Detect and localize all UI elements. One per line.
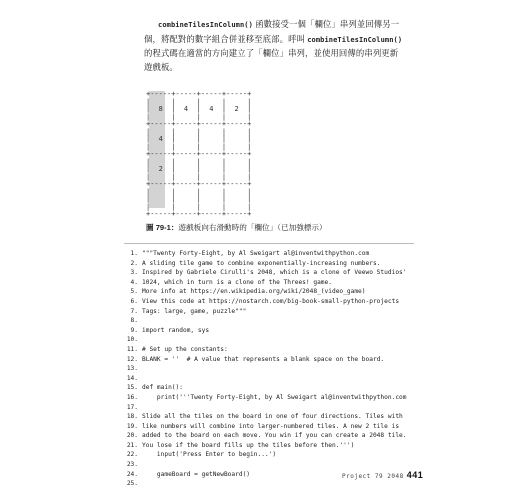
line-text: A sliding tile game to combine exponentially-increasing numbers. xyxy=(142,259,381,267)
code-line xyxy=(124,460,407,470)
line-number: 1. xyxy=(130,250,138,257)
code-line xyxy=(124,479,407,489)
code-line xyxy=(124,355,407,365)
line-text: Inspired by Gabriele Cirulli's 2048, which is a clone of Veewo Studios' xyxy=(142,269,407,277)
line-number: 8. xyxy=(130,317,138,325)
line-text: added to the board on each move. You win if you can create a 2048 tile. xyxy=(142,432,407,440)
line-number: 17. xyxy=(126,403,138,411)
line-text: 1024, which in turn is a clone of the Threes! game. xyxy=(142,278,332,286)
line-text: print('''Twenty Forty-Eight, by Al Sweigart al@inventwithpython.com xyxy=(142,393,407,401)
line-text: """Twenty Forty-Eight, by Al Sweigart al@inventwithpython.com xyxy=(142,250,370,257)
line-number: 7. xyxy=(130,307,138,315)
code-line xyxy=(124,326,407,336)
page-number: 441 xyxy=(406,470,424,480)
code-line xyxy=(124,422,407,432)
code-line xyxy=(124,287,407,297)
line-text: Slide all the tiles on the board in one of four directions. Tiles with xyxy=(142,413,403,421)
line-number: 6. xyxy=(130,297,138,305)
code-line xyxy=(124,450,407,460)
intro-paragraph xyxy=(144,18,406,74)
intro-text: 的程式碼在適當的方向建立了「欄位」串列，並使用回傳的串列更新遊戲板。 xyxy=(144,49,399,72)
code-line xyxy=(124,345,407,355)
ascii-board: +-----+-----+-----+-----+ | | | | | | 8 | 4 | 4 | 2 | | | | | | +-----+-----+-----+-----+ | | | | | | 4 | | | | | | | | | +-----+-----+-----+-----+ | | | | | | 2 | | | | | | | | | +-----+-----+-----+-----+ | | | | | | | | | | | | | | | +-----+-----+-----+-----+ xyxy=(146,90,252,218)
line-text: You lose if the board fills up the tiles before then.''') xyxy=(142,441,355,449)
running-footer: Project 79 2048 xyxy=(342,473,404,480)
line-number: 4. xyxy=(130,278,138,286)
line-number: 5. xyxy=(130,288,138,296)
line-text: def main(): xyxy=(142,384,183,392)
code-line xyxy=(124,307,407,317)
caption-label: 圖 79-1： xyxy=(146,223,179,232)
line-text: View this code at https://nostarch.com/big-book-small-python-projects xyxy=(142,297,400,305)
line-number: 22. xyxy=(126,451,138,459)
line-number: 9. xyxy=(130,326,138,334)
code-line xyxy=(124,374,407,384)
code-line xyxy=(124,431,407,441)
line-number: 24. xyxy=(126,470,138,478)
caption-text: 遊戲板向右滑動時的「欄位」（已加強標示） xyxy=(178,223,327,232)
code-listing xyxy=(124,249,407,489)
line-text: BLANK = '' # A value that represents a blank space on the board. xyxy=(142,355,385,363)
code-line xyxy=(124,249,407,259)
function-name: combineTilesInColumn() xyxy=(307,35,403,44)
code-line xyxy=(124,278,407,288)
line-number: 3. xyxy=(130,269,138,277)
code-line xyxy=(124,364,407,374)
game-board-figure xyxy=(146,91,250,219)
line-text: like numbers will combine into larger-numbered tiles. A new 2 tile is xyxy=(142,422,400,430)
code-line xyxy=(124,268,407,278)
line-text: # Set up the constants: xyxy=(142,345,228,353)
line-number: 25. xyxy=(126,480,138,488)
code-line xyxy=(124,393,407,403)
code-line xyxy=(124,259,407,269)
line-number: 23. xyxy=(126,461,138,469)
code-line xyxy=(124,383,407,393)
page-footer xyxy=(342,470,423,480)
line-number: 21. xyxy=(126,441,138,449)
function-name: combineTilesInColumn() xyxy=(158,21,253,29)
line-text: Tags: large, game, puzzle""" xyxy=(142,307,247,315)
line-text: input('Press Enter to begin...') xyxy=(142,451,277,459)
line-number: 20. xyxy=(126,432,138,440)
code-line xyxy=(124,335,407,345)
line-number: 11. xyxy=(126,345,138,353)
line-number: 2. xyxy=(130,259,138,267)
intro-text: 函數接受一個「欄位」串列並回傳另一個，將配對的數字組合併並移至底部。呼叫 xyxy=(144,20,400,44)
line-number: 19. xyxy=(126,422,138,430)
line-number: 15. xyxy=(126,384,138,392)
code-line xyxy=(124,441,407,451)
line-text: More info at https://en.wikipedia.org/wiki/2048_(video_game) xyxy=(142,288,366,296)
line-number: 12. xyxy=(126,355,138,363)
code-line xyxy=(124,316,407,326)
line-number: 13. xyxy=(126,365,138,373)
code-line xyxy=(124,412,407,422)
line-number: 16. xyxy=(126,393,138,401)
line-number: 10. xyxy=(126,336,138,344)
line-number: 14. xyxy=(126,374,138,382)
line-text: gameBoard = getNewBoard() xyxy=(142,470,251,478)
line-text: import random, sys xyxy=(142,326,210,334)
code-line xyxy=(124,403,407,413)
figure-caption xyxy=(146,222,327,233)
code-line xyxy=(124,297,407,307)
code-divider xyxy=(124,243,414,244)
line-number: 18. xyxy=(126,413,138,421)
